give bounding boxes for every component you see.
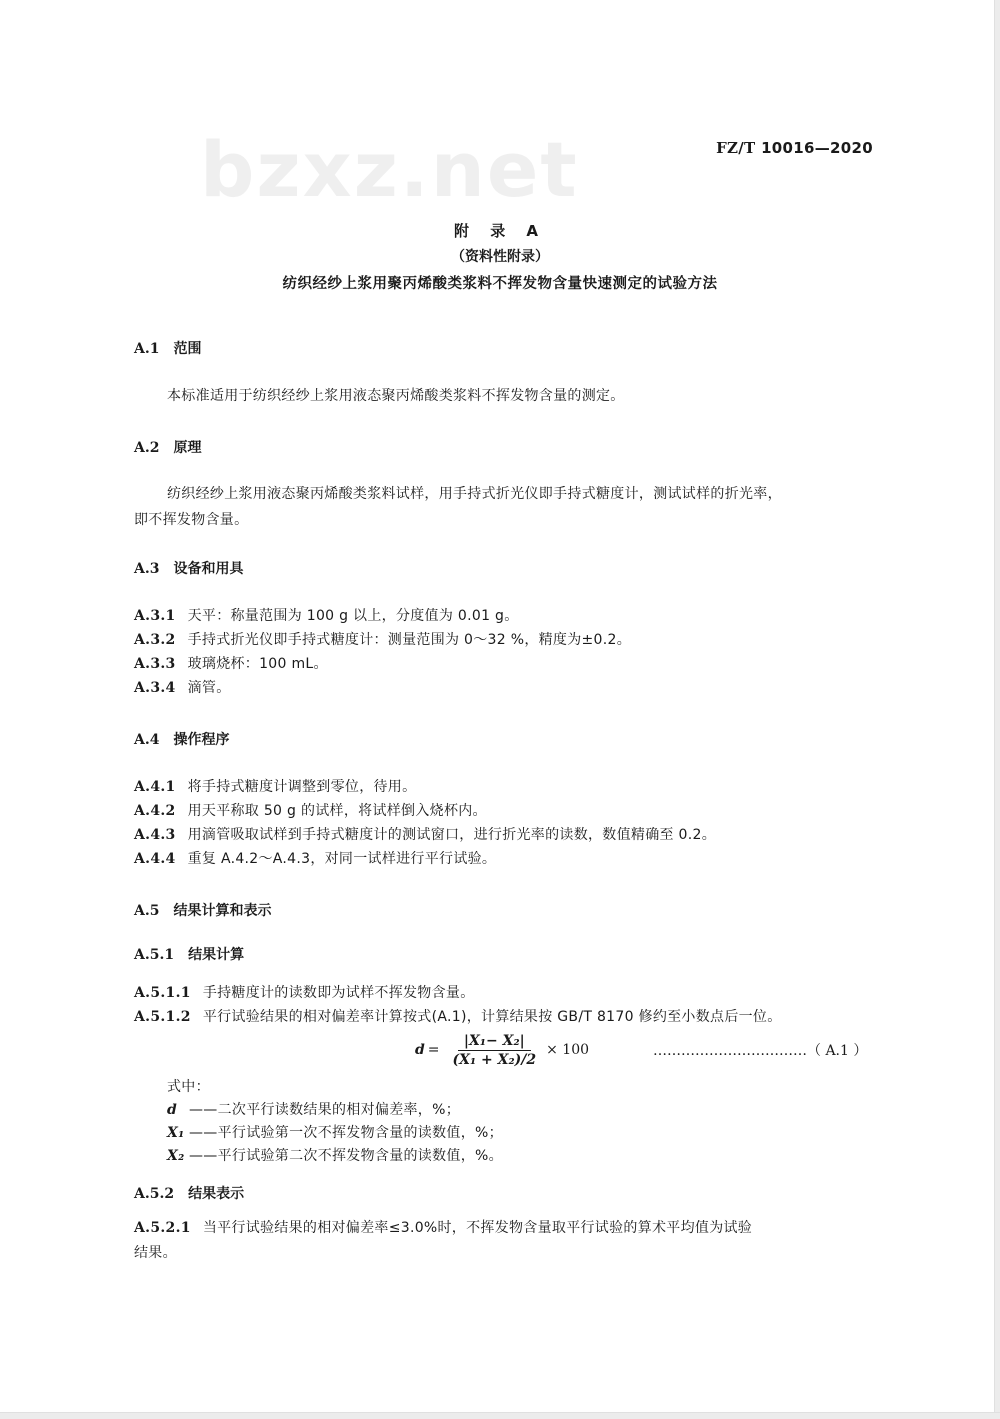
section-title: 操作程序 — [173, 732, 230, 748]
definition-symbol: X₁ — [167, 1125, 185, 1141]
page-edge-right — [994, 0, 1000, 1418]
section-number: A.4 — [134, 732, 160, 748]
section-a2-text-line2: 即不挥发物含量。 — [134, 512, 249, 528]
item-text: 当平行试验结果的相对偏差率≤3.0%时，不挥发物含量取平行试验的算术平均值为试验 — [202, 1220, 753, 1236]
formula-times: × 100 — [546, 1042, 590, 1058]
where-label: 式中： — [167, 1079, 210, 1095]
item-number: A.3.4 — [134, 680, 176, 696]
section-title: 结果计算 — [188, 947, 245, 963]
standard-number: 10016—2020 — [761, 139, 873, 157]
section-number: A.5.1 — [134, 947, 175, 963]
item-number: A.3.2 — [134, 632, 176, 648]
item-number: A.4.4 — [134, 851, 176, 867]
item-number: A.4.2 — [134, 803, 176, 819]
formula-fraction — [447, 1033, 543, 1068]
section-title: 设备和用具 — [173, 561, 244, 577]
standard-prefix: FZ/T — [716, 139, 756, 157]
item-number: A.4.1 — [134, 779, 176, 795]
section-a2-text-line1: 纺织经纱上浆用液态聚丙烯酸类浆料试样，用手持式折光仪即手持式糖度计，测试试样的折光率， — [167, 486, 782, 502]
formula-reference: ……………………………（ A.1 ） — [653, 1043, 868, 1059]
watermark: bzxz.net — [200, 125, 579, 214]
section-number: A.3 — [134, 561, 160, 577]
list-item — [134, 846, 496, 872]
list-item — [134, 651, 328, 677]
item-text: 手持式折光仪即手持式糖度计：测量范围为 0～32 %，精度为±0.2。 — [187, 632, 632, 648]
section-heading-a3 — [134, 558, 243, 578]
formula-equals: = — [427, 1042, 440, 1058]
item-text: 平行试验结果的相对偏差率计算按式(A.1)，计算结果按 GB/T 8170 修约至小数点后一位。 — [202, 1009, 782, 1025]
standard-code — [716, 139, 873, 157]
item-text: 重复 A.4.2～A.4.3，对同一试样进行平行试验。 — [187, 851, 497, 867]
annex-subtitle: （资料性附录） — [451, 249, 549, 265]
definition-text: ——平行试验第一次不挥发物含量的读数值，%； — [189, 1125, 503, 1141]
list-item — [134, 1004, 782, 1030]
annex-name: 纺织经纱上浆用聚丙烯酸类浆料不挥发物含量快速测定的试验方法 — [282, 276, 718, 292]
list-item — [134, 822, 716, 848]
list-item-continuation: 结果。 — [134, 1245, 177, 1261]
section-heading-a52 — [134, 1183, 244, 1203]
formula-lhs: d — [415, 1042, 425, 1058]
list-item — [134, 675, 231, 701]
item-text: 用滴管吸取试样到手持式糖度计的测试窗口，进行折光率的读数，数值精确至 0.2。 — [187, 827, 717, 843]
section-number: A.1 — [134, 341, 160, 357]
formula-denominator: (X₁ + X₂)/2 — [452, 1051, 537, 1068]
item-text: 手持糖度计的读数即为试样不挥发物含量。 — [202, 985, 475, 1001]
list-item — [134, 627, 631, 653]
item-number: A.5.1.2 — [134, 1009, 191, 1025]
list-item — [134, 1215, 752, 1241]
section-a1-text: 本标准适用于纺织经纱上浆用液态聚丙烯酸类浆料不挥发物含量的测定。 — [167, 388, 625, 404]
definition-text: ——二次平行读数结果的相对偏差率，%； — [189, 1102, 461, 1118]
section-title: 范围 — [173, 341, 202, 357]
formula-numerator: |X₁− X₂| — [458, 1033, 531, 1051]
section-title: 结果计算和表示 — [173, 903, 272, 919]
formula-a1 — [415, 1028, 589, 1072]
section-title: 结果表示 — [188, 1186, 245, 1202]
list-item — [134, 603, 519, 629]
list-item — [134, 774, 416, 800]
section-heading-a4 — [134, 729, 229, 749]
item-number: A.5.1.1 — [134, 985, 191, 1001]
annex-title: 附 录 A — [453, 222, 547, 240]
definition-symbol: X₂ — [167, 1148, 185, 1164]
definition-symbol: d — [167, 1102, 178, 1118]
item-number: A.3.1 — [134, 608, 176, 624]
section-number: A.2 — [134, 440, 160, 456]
section-number: A.5.2 — [134, 1186, 175, 1202]
item-text: 滴管。 — [187, 680, 231, 696]
item-text: 将手持式糖度计调整到零位，待用。 — [187, 779, 417, 795]
definition-item — [167, 1143, 503, 1169]
list-item — [134, 798, 487, 824]
section-heading-a2 — [134, 437, 201, 457]
section-heading-a51 — [134, 944, 244, 964]
section-title: 原理 — [173, 440, 202, 456]
item-text: 玻璃烧杯：100 mL。 — [187, 656, 328, 672]
section-heading-a1 — [134, 338, 201, 358]
item-number: A.4.3 — [134, 827, 176, 843]
item-text: 用天平称取 50 g 的试样，将试样倒入烧杯内。 — [187, 803, 487, 819]
section-heading-a5 — [134, 900, 271, 920]
definition-text: ——平行试验第二次不挥发物含量的读数值，%。 — [189, 1148, 503, 1164]
section-number: A.5 — [134, 903, 160, 919]
list-item — [134, 980, 475, 1006]
item-number: A.3.3 — [134, 656, 176, 672]
item-number: A.5.2.1 — [134, 1220, 191, 1236]
item-text: 天平：称量范围为 100 g 以上，分度值为 0.01 g。 — [187, 608, 519, 624]
